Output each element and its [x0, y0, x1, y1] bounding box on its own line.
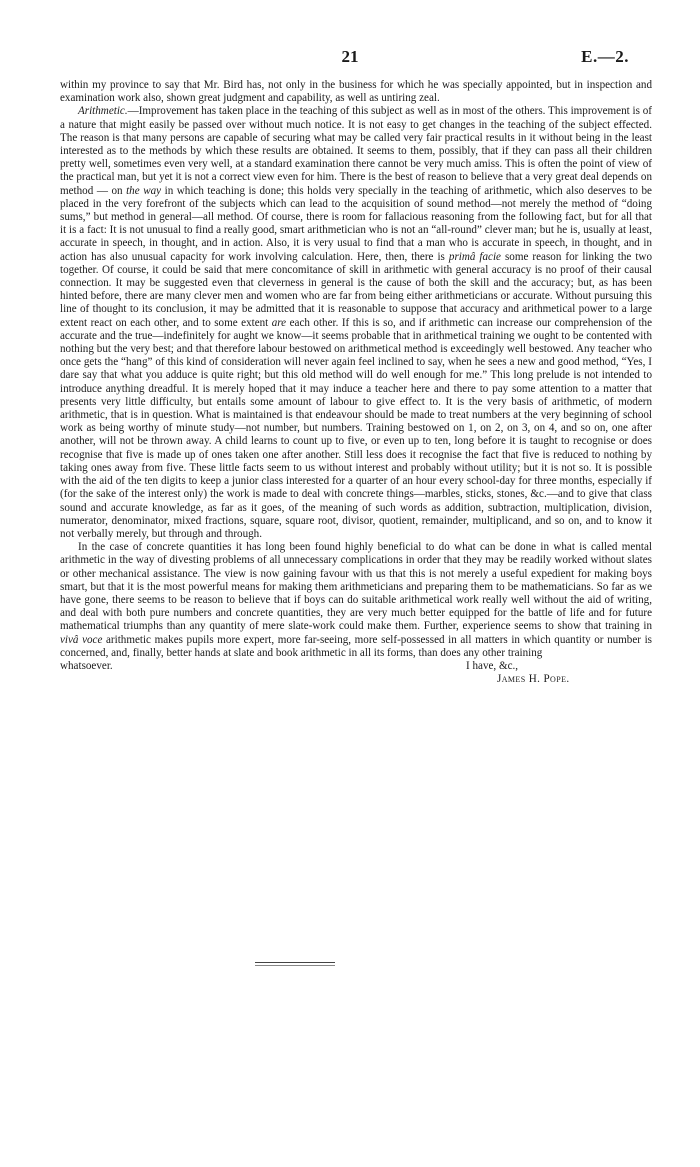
page-header — [0, 47, 700, 71]
paragraph-text: some reason for linking the two together. Of course, it could be said that mere concomitance of skill in arithmetic with general accuracy is no proof of their causal connection. It may be suggested even that cleverness in general is the cause of both the skill and the accuracy; but, as has been hinted before, there are many clever men and women who are far from being either arithmeticians or accurate. Without pursuing this line of thought to its conclusion, it may be admitted that it is reasonable to suppose that accuracy and arithmetical power to a large extent react on each other, and to some extent — [60, 250, 652, 329]
paragraph-text: within my province to say that Mr. Bird has, not only in the business for which he was specially appointed, but in inspection and examination work also, shown great judgment and capability, as well as untiring zeal. — [60, 79, 652, 105]
document-reference: E.—2. — [581, 47, 629, 66]
paragraph-bird-appointment — [60, 79, 652, 105]
letter-closing — [60, 660, 652, 686]
section-heading-arithmetic: Arithmetic. — [78, 105, 128, 118]
paragraph-concrete-quantities — [60, 541, 652, 660]
paragraph-text: arithmetic makes pupils more expert, more far-seeing, more self-possessed in all matters in which quantity or number is concerned, and, finally, better hands at slate and book arithmetic in all its forms, than does any other training — [60, 633, 652, 659]
paragraph-text: in which teaching is done; this holds very specially in the teaching of arithmetic, which also deserves to be placed in the very forefront of the subjects which can lead to the acquisition of sound method—not merely the method of “doing sums,” but method in general—all method. Of course, there is room for fallacious reasoning from the following fact, but for all that it is a fact: It is not unusual to find a really good, smart arithmetician who is not an “all-round” clever man; but he is, usually at least, accurate in speech, in thought, and in action. Also, it is very usual to find that a man who is accurate in speech, in thought, and in action has also unusual capacity for work involving calculation. Here, then, there is — [60, 184, 652, 263]
paragraph-arithmetic — [60, 105, 652, 541]
paragraph-text: In the case of concrete quantities it has long been found highly beneficial to do what can be done in what is called mental arithmetic in the way of divesting problems of all unnecessary complications in order that they may be readily worked without slates or other mechanical assistance. The view is now gaining favour with us that this is not merely a useful expedient for making boys smart, but that it is the most powerful means for making them arithmeticians and preparing them to be mathematicians. So far as we have gone, there seems to be reason to believe that if boys can do suitable arithmetical work really well without the aid of writing, and deal with both pure numbers and concrete quantities, they are very much better equipped for the battle of life and for future mathematical triumphs than any quantity of mere slate-work could make them. Further, experience seems to show that training in — [60, 541, 652, 633]
signature: James H. Pope. — [497, 672, 570, 685]
end-divider-secondary — [255, 965, 335, 966]
emphasis-text: primâ facie — [448, 250, 501, 263]
paragraph-text: —Improvement has taken place in the teaching of this subject as well as in most of the others. This improvement is of a nature that might easily be passed over without much notice. It is not easy to get changes in the teaching of the subject effected. The reason is that many persons are capable of securing what may be called very fair practical results in it without being in the least interested as to the methods by which these results are obtained. It seems to them, possibly, that if they can pass all their children pretty well, sometimes even very well, at a standard examination there cannot be very much amiss. This is often the point of view of the practical man, but yet it is not a correct view even for him. There is the best of reason to believe that a very great deal depends on method — on — [60, 105, 652, 197]
emphasis-text: vivâ voce — [60, 633, 103, 646]
closing-word: whatsoever. — [60, 659, 113, 672]
end-divider — [255, 962, 335, 963]
paragraph-text: each other. If this is so, and if arithmetic can increase our comprehension of the accurate and the true—indefinitely for aught we know—it seems probable that in arithmetical training we ought to be contented with nothing but the very best; and that therefore labour bestowed on arithmetical method is exceedingly well bestowed. Any teacher who once gets the “hang” of this kind of consideration will never again feel inclined to say, when he sees a new and good method, “Yes, I dare say that what you adduce is quite right; but this old method will do well enough for me.” This long prelude is not intended to introduce anything dreadful. It is merely hoped that it may induce a teacher here and there to pay some attention to a matter that presents very little difficulty, but entails some amount of labour to give effect to. It is the very basis of arithmetic, of modern arithmetic, that is in question. What is maintained is that endeavour should be made to treat numbers at the very beginning of school work as being worthy of minute study—not number, but numbers. Training bestowed on 1, on 2, on 3, on 4, and so on, one after another, will not be thrown away. A child learns to count up to five, or even up to ten, long before it is taught to recognise or does recognise that five is made up of ones taken one after another. Still less does it recognise the fact that five is reduced to nothing by taking ones away from five. These little facts seem to us without interest and probably without utility; but it is not so. It is possible with the aid of the ten digits to keep a junior class interested for a quarter of an hour every school-day for three months, especially if (for the sake of the interest only) the work is made to deal with concrete things—marbles, sticks, stones, &c.—and to give that class sound and accurate knowledge, as far as it goes, of the meaning of such words as addition, subtraction, multiplication, division, numerator, denominator, mixed fractions, square, square root, divisor, quotient, remainder, multiplicand, and so on, and to know it not verbally merely, but through and through. — [60, 316, 652, 540]
emphasis-text: the way — [126, 184, 162, 197]
emphasis-text: are — [271, 316, 287, 329]
closing-salutation: I have, &c., — [466, 659, 519, 672]
report-body — [60, 79, 652, 686]
page-number: 21 — [341, 47, 359, 66]
